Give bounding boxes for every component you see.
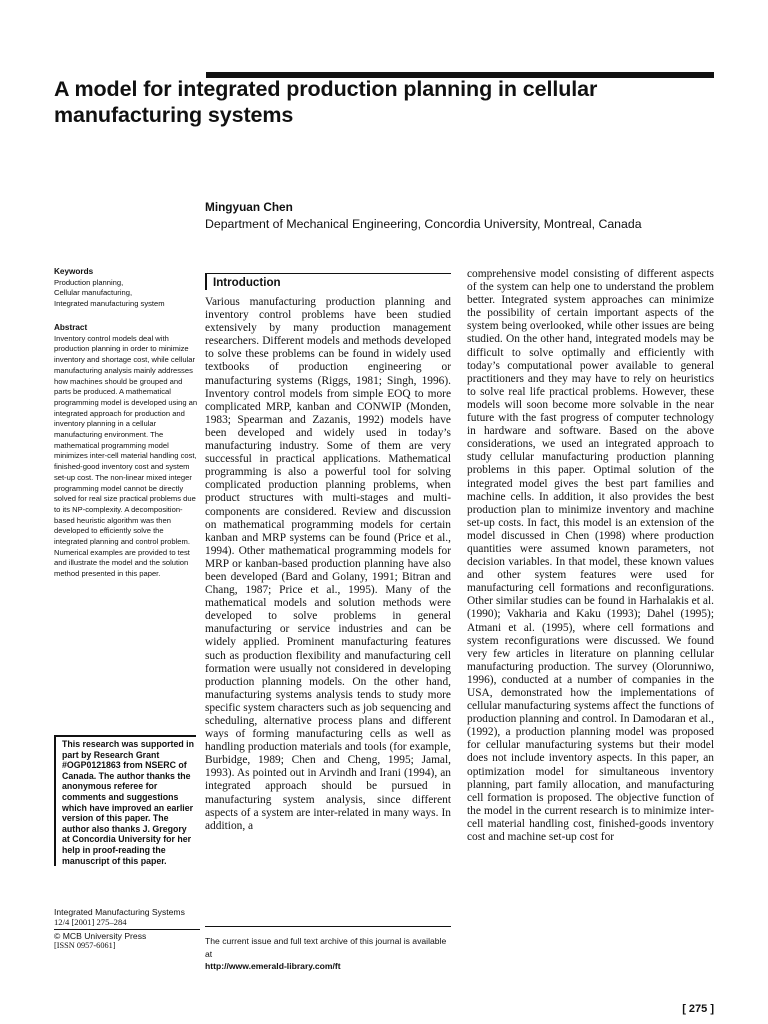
paper-title: A model for integrated production planning in cellular manufacturing systems xyxy=(54,77,598,127)
grant-note: This research was supported in part by Research Grant #OGP0121863 from NSERC of Canada. The author thanks the anonymous referee for comments and suggestions which have improved an earlier version of this paper. The author also thanks J. Gregory at Concordia University for her help in proof-reading the manuscript of this paper. xyxy=(54,735,196,866)
abstract-heading: Abstract xyxy=(54,323,88,332)
abstract-text: Inventory control models deal with production planning in order to minimize inventory and shortage cost, while cellular manufacturing analysis mainly addresses how machines should be grouped and parts be produced. A mathematical programming model is developed using an integrated approach for production and inventory planning in a cellular manufacturing environment. The mathematical programming model minimizes inter-cell material handling cost, finished-good inventory cost and system set-up cost. The non-linear mixed integer programming model cannot be directly solved for real size practical problems due to its NP-complexity. A decomposition-based heuristic algorithm was then developed to efficiently solve the integrated planning and control problem. Numerical examples are provided to test and illustrate the model and the solution method presented in this paper. xyxy=(54,333,198,579)
journal-name: Integrated Manufacturing Systems xyxy=(54,907,185,917)
journal-divider xyxy=(54,929,200,930)
abstract-block xyxy=(54,323,199,580)
author-name: Mingyuan Chen xyxy=(205,200,293,214)
body-column-2 xyxy=(467,268,714,844)
journal-publisher: © MCB University Press xyxy=(54,931,147,941)
keywords-block xyxy=(54,267,199,310)
keyword-item: Cellular manufacturing, xyxy=(54,288,133,298)
author-affiliation: Department of Mechanical Engineering, Concordia University, Montreal, Canada xyxy=(205,217,642,231)
section-heading-text: Introduction xyxy=(213,276,281,289)
journal-info xyxy=(54,907,200,951)
keyword-item: Production planning, xyxy=(54,277,124,287)
section-heading-bar xyxy=(205,274,207,290)
body-paragraph: Various manufacturing production planning and inventory control problems have been studied extensively by many production management researchers. Different models and methods developed to solve these problems can be found in widely used textbooks of production engineering or manufacturing systems (Riggs, 1981; Singh, 1996). Inventory control models from simple EOQ to more complicated MRP, kanban and CONWIP (Monden, 1983; Spearman and Zazanis, 1992) models have been developed and widely used in today’s manufacturing industry. Some of them are very successful in practical applications. Mathematical programming is also a powerful tool for solving complicated production planning problems, when product structures with multi-stages and multi-components are considered. Review and discussion on mathematical programming models for certain kanban and MRP systems can be found (Price et al., 1994). Other mathematical programming models for MRP or kanban-based production planning have also been developed (Bard and Golany, 1991; Bitran and Chang, 1987; Price et al., 1995). Many of the mathematical models and solution methods were developed to solve problems in general manufacturing or service industries and can be widely applied. Prominent manufacturing features such as production flexibility and manufacturing cell formation were usually not considered in developing production planning models. On the other hand, manufacturing systems analysis tends to study more specific system characters such as job sequencing and scheduling, alternative process plans and different ways of forming manufacturing cells as well as handling production materials and tools (for example, Burbidge, 1989; Chen and Cheng, 1995; Jamal, 1993). As pointed out in Arvindh and Irani (1994), an integrated approach should be pursued in manufacturing system analysis, since different aspects of a system are inter-related in many ways. In addition, a xyxy=(205,296,451,832)
journal-issn: [ISSN 0957-6061] xyxy=(54,941,116,950)
body-paragraph: comprehensive model consisting of different aspects of the system can help one to understand the problem better. Integrated system approaches can minimize the possibility of certain important aspects of the system being overlooked, while other issues are being studied. On the other hand, integrated models may be difficult to solve optimally and efficiently with today’s computational power available to general practitioners and they may have to rely on heuristics to solve real life practical problems. However, these models will soon become more solvable in the near future with the fast progress of computer technology in hardware and software. Based on the above considerations, we used an integrated approach to study cellular manufacturing production planning problems in this paper. Optimal solution of the integrated model gives the best part families and machine cells. In addition, it also provides the best production plan to minimize inventory and machine set-up costs. In fact, this model is an extension of the model discussed in Chen (1998) where production quantities were assumed known parameters, not decision variables. In that model, these known values and other system features were used for manufacturing cell formations and reconfigurations. Other similar studies can be found in Harhalakis et al. (1990); Vakharia and Kaku (1993); Dahel (1995); Atmani et al. (1995), where cell formations and system reconfigurations were discussed. We found very few articles in literature on planning cellular manufacturing production. The survey (Olorunniwo, 1996), conducted at a number of companies in the USA, demonstrated how the implementations of cellular manufacturing systems affect the functions of production planning and control. In Damodaran et al., (1992), a production planning model was proposed for cellular manufacturing systems but their model does not include inventory aspects. In this paper, an optimization model for simultaneous inventory planning, part family allocation, and manufacturing cell formation is proposed. The objective function of the model in the current research is to minimize inter-cell material handling cost, finished-goods inventory cost and machine set-up cost for xyxy=(467,268,714,844)
journal-volume: 12/4 [2001] 275–284 xyxy=(54,917,127,927)
footnote-text: The current issue and full text archive of this journal is available at xyxy=(205,936,447,959)
section-heading xyxy=(205,273,451,290)
page-number: [ 275 ] xyxy=(682,1003,714,1015)
journal-url-link[interactable]: http://www.emerald-library.com/ft xyxy=(205,961,341,972)
body-column-1 xyxy=(205,296,451,833)
keyword-item: Integrated manufacturing system xyxy=(54,299,165,309)
footnote xyxy=(205,935,451,973)
footnote-rule xyxy=(205,926,451,927)
keywords-heading: Keywords xyxy=(54,267,94,276)
